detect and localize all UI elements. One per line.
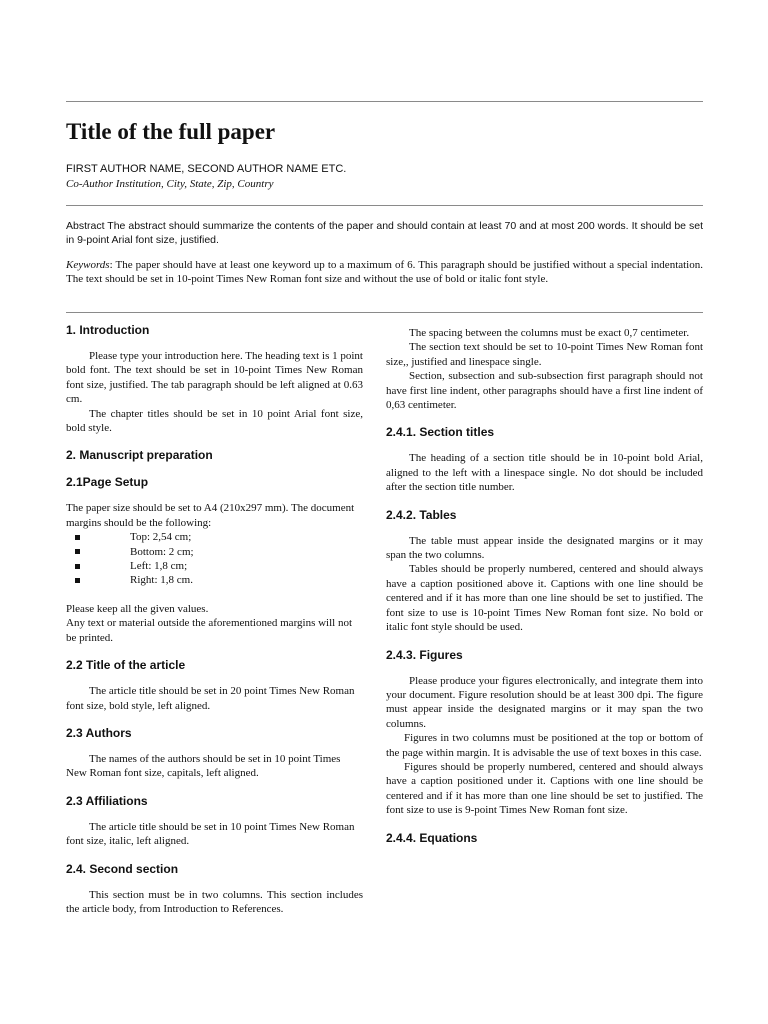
column-spacing-paragraph-3: Section, subsection and sub-subsection first paragraph should not have first line indent, other paragraphs should have a first line indent of 0,63 centimeter. bbox=[386, 370, 703, 412]
square-bullet-icon bbox=[75, 535, 80, 540]
square-bullet-icon bbox=[75, 578, 80, 583]
authors-paragraph: The names of the authors should be set in 10 point Times New Roman font size, capitals, left aligned. bbox=[66, 752, 341, 780]
tables-paragraph-1: The table must appear inside the designated margins or it may span the two columns. bbox=[386, 534, 703, 562]
top-rule bbox=[66, 101, 703, 102]
author-names: FIRST AUTHOR NAME, SECOND AUTHOR NAME ETC. bbox=[66, 163, 347, 175]
subsection-heading-page-setup: 2.1Page Setup bbox=[66, 475, 149, 490]
paper-title: Title of the full paper bbox=[66, 119, 276, 144]
keywords-label: Keywords bbox=[66, 259, 110, 271]
article-title-paragraph: The article title should be set in 20 point Times New Roman font size, bold style, left aligned. bbox=[66, 685, 355, 712]
list-item bbox=[66, 545, 363, 559]
subsection-heading-second-section: 2.4. Second section bbox=[66, 861, 179, 876]
margin-bottom: Bottom: 2 cm; bbox=[130, 545, 194, 558]
author-affiliation: Co-Author Institution, City, State, Zip, Country bbox=[66, 178, 274, 190]
column-spacing-paragraph-2: The section text should be set to 10-point Times New Roman font size,, justified and linespace single. bbox=[386, 341, 703, 368]
keywords-paragraph bbox=[66, 258, 703, 286]
subsection-heading-article-title: 2.2 Title of the article bbox=[66, 658, 186, 673]
abstract-rule bbox=[66, 312, 703, 313]
keywords-text: : The paper should have at least one keyword up to a maximum of 6. This paragraph should be justified without a special indentation. The text should be set in 10-point Times New Roman font size and without the use of bold or italic font style. bbox=[66, 259, 703, 285]
list-item bbox=[66, 530, 363, 544]
column-spacing-paragraph-1: The spacing between the columns must be exact 0,7 centimeter. bbox=[409, 327, 690, 339]
margin-top: Top: 2,54 cm; bbox=[130, 531, 192, 544]
margin-right: Right: 1,8 cm. bbox=[130, 574, 193, 587]
figures-paragraph-1: Please produce your figures electronically, and integrate them into your document. Figure resolution should be at least 300 dpi. The figure must appear inside the designated margins or it may span the two columns. bbox=[386, 674, 703, 730]
subsection-heading-equations: 2.4.4. Equations bbox=[386, 830, 478, 845]
section-heading-manuscript: 2. Manuscript preparation bbox=[66, 448, 213, 463]
header-rule bbox=[66, 205, 703, 206]
margins-list bbox=[66, 530, 363, 588]
left-column bbox=[66, 322, 363, 916]
subsection-heading-authors: 2.3 Authors bbox=[66, 725, 132, 740]
affiliations-paragraph: The article title should be set in 10 point Times New Roman font size, italic, left aligned. bbox=[66, 820, 355, 848]
figures-paragraph-3: Figures should be properly numbered, centered and should always have a caption positioned under it. Captions with one line should be centered and if it has more than one line should be set to justified. The font size to use is 9-point Times New Roman font size. bbox=[386, 760, 703, 817]
margin-left: Left: 1,8 cm; bbox=[130, 560, 188, 573]
abstract-paragraph: Abstract The abstract should summarize the contents of the paper and should contain at least 70 and at most 200 words. It should be set in 9-point Arial font size, justified. bbox=[66, 220, 703, 246]
section-heading-introduction: 1. Introduction bbox=[66, 323, 150, 337]
page-setup-note-1: Please keep all the given values. bbox=[66, 602, 209, 615]
list-item bbox=[66, 573, 363, 587]
figures-paragraph-2: Figures in two columns must be positioned at the top or bottom of the page within margin. It is advisable the use of text boxes in this case. bbox=[386, 732, 703, 759]
subsection-heading-tables: 2.4.2. Tables bbox=[386, 507, 457, 522]
square-bullet-icon bbox=[75, 549, 80, 554]
second-section-paragraph: This section must be in two columns. This section includes the article body, from Introduction to References. bbox=[66, 888, 363, 915]
subsection-heading-affiliations: 2.3 Affiliations bbox=[66, 793, 148, 808]
section-titles-paragraph: The heading of a section title should be in 10-point bold Arial, aligned to the left with a linespace single. No dot should be included after the section title number. bbox=[386, 452, 703, 494]
right-column bbox=[386, 322, 703, 846]
tables-paragraph-2: Tables should be properly numbered, centered and should always have a caption positioned above it. Captions with one line should be centered and if it has more than one line should be set to justified. The font size to use is 10-point Times New Roman font size. No bold or italic font style should be used. bbox=[386, 563, 703, 634]
intro-paragraph-2: The chapter titles should be set in 10 point Arial font size, bold style. bbox=[66, 407, 363, 435]
page-setup-note-2: Any text or material outside the aforementioned margins will not be printed. bbox=[66, 617, 353, 644]
list-item bbox=[66, 559, 363, 573]
subsection-heading-section-titles: 2.4.1. Section titles bbox=[386, 425, 495, 440]
page-setup-paragraph: The paper size should be set to A4 (210x297 mm). The document margins should be the following: bbox=[66, 502, 355, 529]
square-bullet-icon bbox=[75, 564, 80, 569]
intro-paragraph-1: Please type your introduction here. The heading text is 1 point bold font. The text should be set in 10-point Times New Roman font size, justified. The tab paragraph should be left aligned at 0.63 cm. bbox=[66, 350, 363, 406]
subsection-heading-figures: 2.4.3. Figures bbox=[386, 647, 463, 662]
